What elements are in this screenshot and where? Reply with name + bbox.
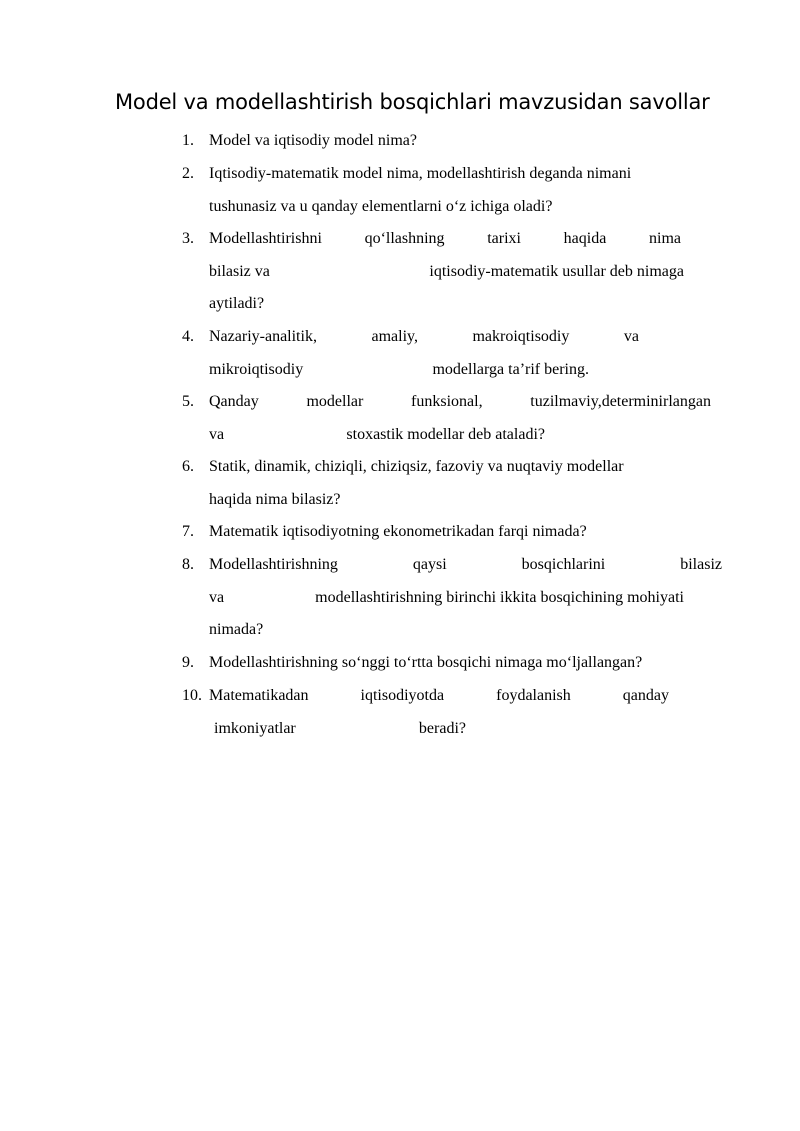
question-text: foydalanish — [496, 687, 571, 704]
question-text-line — [209, 685, 669, 707]
question-text: qaysi — [412, 556, 447, 573]
question-text: haqida nima bilasiz? — [209, 491, 341, 508]
question-number: 4. — [182, 328, 194, 345]
question-text: imkoniyatlar — [214, 720, 296, 737]
question-text-line — [209, 554, 722, 576]
question-text: makroiqtisodiy — [472, 328, 570, 345]
question-text: Modellashtirishning so‘nggi to‘rtta bosqichi nimaga mo‘ljallangan? — [209, 654, 643, 671]
question-text: tushunasiz va u qanday elementlarni o‘z ichiga oladi? — [209, 198, 553, 215]
question-number: 5. — [182, 393, 194, 410]
question-text: bilasiz — [680, 556, 722, 573]
question-text: bosqichlarini — [521, 556, 606, 573]
question-text-line — [209, 228, 681, 250]
question-text-line — [209, 326, 639, 348]
question-text: modellashtirishning birinchi ikkita bosqichining mohiyati — [315, 589, 684, 606]
question-text: iqtisodiy-matematik usullar deb nimaga — [429, 263, 684, 280]
question-text-line — [209, 391, 711, 413]
question-number: 1. — [182, 132, 194, 149]
question-text: mikroiqtisodiy — [209, 361, 304, 378]
question-text-line — [209, 619, 309, 641]
question-text-line — [209, 163, 729, 185]
question-text: qo‘llashning — [364, 230, 445, 247]
question-text: va — [623, 328, 639, 345]
question-text-line — [209, 130, 509, 152]
question-text-line — [209, 489, 409, 511]
question-text: Model va iqtisodiy model nima? — [209, 132, 417, 149]
question-text-line — [209, 359, 589, 381]
question-text: beradi? — [418, 720, 466, 737]
question-text: va — [209, 589, 225, 606]
question-text: Modellashtirishning — [209, 556, 338, 573]
question-number: 2. — [182, 165, 194, 182]
question-text: Nazariy-analitik, — [209, 328, 317, 345]
question-text-line — [214, 718, 466, 740]
question-text: Statik, dinamik, chiziqli, chiziqsiz, fazoviy va nuqtaviy modellar — [209, 458, 624, 475]
question-number: 7. — [182, 523, 194, 540]
question-text-line — [209, 261, 684, 283]
question-text: nima — [649, 230, 681, 247]
question-text: modellarga ta’rif bering. — [432, 361, 589, 378]
question-text-line — [209, 456, 729, 478]
question-text: Matematik iqtisodiyotning ekonometrikadan farqi nimada? — [209, 523, 587, 540]
question-text: funksional, — [411, 393, 483, 410]
question-text: modellar — [306, 393, 364, 410]
question-text: bilasiz va — [209, 263, 270, 280]
question-text: haqida — [563, 230, 607, 247]
question-text: tarixi — [487, 230, 521, 247]
question-text: Qanday — [209, 393, 259, 410]
question-number: 8. — [182, 556, 194, 573]
question-text-line — [209, 424, 545, 446]
question-number: 9. — [182, 654, 194, 671]
question-text-line — [209, 293, 329, 315]
question-text: qanday — [622, 687, 669, 704]
question-text-line — [209, 521, 729, 543]
question-text-line — [209, 587, 684, 609]
question-text: nimada? — [209, 621, 264, 638]
question-text-line — [209, 652, 729, 674]
question-text: Matematikadan — [209, 687, 309, 704]
question-text: tuzilmaviy,determinirlangan — [530, 393, 711, 410]
question-text: iqtisodiyotda — [360, 687, 445, 704]
question-text: amaliy, — [371, 328, 418, 345]
question-number: 10. — [182, 687, 202, 704]
question-text: aytiladi? — [209, 295, 265, 312]
question-text: stoxastik modellar deb ataladi? — [346, 426, 545, 443]
question-number: 3. — [182, 230, 194, 247]
question-text-line — [209, 196, 729, 218]
page-title: Model va modellashtirish bosqichlari mavzusidan savollar — [115, 90, 710, 114]
question-number: 6. — [182, 458, 194, 475]
question-text: va — [209, 426, 225, 443]
question-text: Iqtisodiy-matematik model nima, modellashtirish deganda nimani — [209, 165, 632, 182]
question-text: Modellashtirishni — [209, 230, 322, 247]
